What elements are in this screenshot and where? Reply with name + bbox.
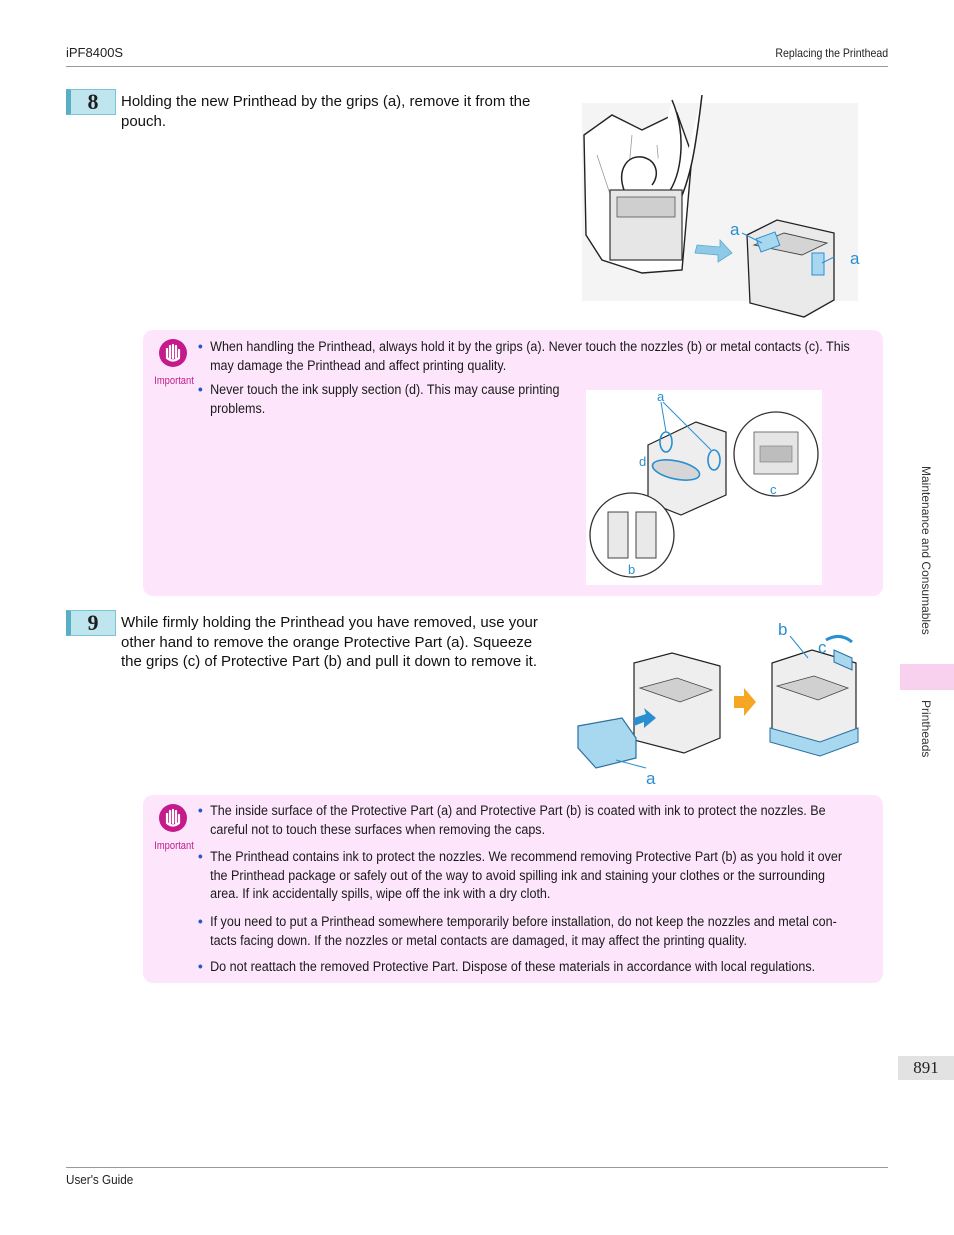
label-line-a: [616, 760, 646, 768]
figure-label-a1: a: [730, 220, 740, 239]
figure-label-a2: a: [850, 249, 860, 268]
footer-guide: User's Guide: [66, 1172, 134, 1187]
header-section: Replacing the Printhead: [775, 46, 888, 60]
important-2-bullet-3-line-1: If you need to put a Printhead somewhere temporarily before installation, do not keep the nozzles and metal con-: [210, 914, 837, 929]
page-number: 891: [898, 1056, 954, 1080]
step-8-badge: 8: [66, 89, 116, 115]
nozzle-strip-right: [636, 512, 656, 558]
important-2-bullet-1-line-1: The inside surface of the Protective Part (a) and Protective Part (b) is coated with ink to protect the nozzles. Be: [210, 803, 826, 818]
important-2-bullet-1-line-2: careful not to touch these surfaces when removing the caps.: [210, 821, 546, 837]
header-rule: [66, 66, 888, 67]
important-1-bullet-1-line-2: may damage the Printhead and affect printing quality.: [210, 357, 507, 373]
figure-label-b: b: [628, 562, 636, 577]
squeeze-arrow-icon: [826, 636, 852, 642]
important-box-1: [143, 330, 883, 596]
important-1-figure: [586, 390, 822, 585]
figure-label-d: d: [639, 454, 647, 469]
important-1-bullet-1: • When handling the Printhead, always hold it by the grips (a). Never touch the nozzles (b) or metal contacts (c). This may damage the Printhead and affect printing quality.: [198, 338, 878, 375]
hand-stop-icon: [158, 338, 188, 368]
step-8-line-2: pouch.: [121, 112, 167, 130]
important-1-bullet-1-line-1: When handling the Printhead, always hold it by the grips (a). Never touch the nozzles (b) or metal contacts (c). This: [210, 339, 850, 354]
side-nav-tab: [900, 664, 954, 690]
grip-right: [812, 253, 824, 275]
side-nav-section[interactable]: Printheads: [919, 700, 933, 758]
important-1-bullet-2-line-2: problems.: [210, 400, 266, 416]
hand-stop-icon: [158, 803, 188, 833]
header-model: iPF8400S: [66, 45, 124, 60]
next-arrow-icon: [734, 688, 756, 716]
step-8-illustration: [572, 95, 862, 325]
figure-label-a: a: [646, 769, 656, 788]
important-2-bullet-2: • The Printhead contains ink to protect the nozzles. We recommend removing Protective Part (b) as you hold it over the Printhead package or safely out of the way to avoid spilling ink and staining your clothes or the surrounding area. If ink accidentally spills, wipe off the ink with a dry cloth.: [198, 848, 878, 904]
step-9-illustration: [572, 618, 872, 790]
important-1-bullet-2: • Never touch the ink supply section (d). This may cause printing problems.: [198, 381, 618, 418]
figure-label-a: a: [657, 390, 665, 404]
step-9-badge: 9: [66, 610, 116, 636]
nozzle-strip-left: [608, 512, 628, 558]
important-2-bullet-3-line-2: tacts facing down. If the nozzles or metal contacts are damaged, it may affect the printing quality.: [210, 932, 747, 948]
step-9-line-1: While firmly holding the Printhead you have removed, use your: [121, 614, 538, 631]
step-9-line-3: the grips (c) of Protective Part (b) and pull it down to remove it.: [121, 653, 538, 670]
important-2-bullet-2-line-2: the Printhead package or safely out of the way to avoid spilling ink and staining your clothes or the surrounding: [210, 867, 825, 883]
important-icon-1: [151, 338, 195, 387]
printhead-left: [634, 653, 720, 753]
important-label-1: Important: [154, 375, 194, 387]
printhead-top: [617, 197, 675, 217]
important-box-2: [143, 795, 883, 983]
important-icon-2: [151, 803, 195, 852]
contact-grid: [760, 446, 792, 462]
figure-label-b: b: [778, 620, 788, 639]
important-2-bullet-4: • Do not reattach the removed Protective Part. Dispose of these materials in accordance with local regulations.: [198, 958, 878, 977]
step-9-line-2: other hand to remove the orange Protective Part (a). Squeeze: [121, 633, 533, 651]
step-9-text: [121, 613, 538, 672]
figure-label-c: c: [770, 482, 777, 497]
step-8-text: [121, 92, 530, 131]
side-nav-chapter[interactable]: Maintenance and Consumables: [919, 466, 933, 635]
figure-label-c: c: [818, 638, 827, 657]
protective-part-a: [578, 718, 636, 768]
important-1-bullet-2-line-1: Never touch the ink supply section (d). This may cause printing: [210, 382, 560, 397]
important-2-bullet-4-line-1: Do not reattach the removed Protective Part. Dispose of these materials in accordance with local regulations.: [210, 959, 816, 974]
step-8-line-1: Holding the new Printhead by the grips (a), remove it from the: [121, 93, 531, 110]
important-label-2: Important: [154, 840, 194, 852]
important-2-bullet-1: • The inside surface of the Protective Part (a) and Protective Part (b) is coated with ink to protect the nozzles. Be careful not to touch these surfaces when removing the caps.: [198, 802, 878, 839]
important-2-bullet-2-line-1: The Printhead contains ink to protect the nozzles. We recommend removing Protective Part (b) as you hold it over: [210, 849, 843, 864]
footer-rule: [66, 1167, 888, 1168]
important-2-bullet-3: • If you need to put a Printhead somewhere temporarily before installation, do not keep the nozzles and metal con- tacts facing down. If the nozzles or metal contacts are damaged, it may affect the printing quality.: [198, 913, 878, 950]
important-2-bullet-2-line-3: area. If ink accidentally spills, wipe off the ink with a dry cloth.: [210, 886, 551, 901]
